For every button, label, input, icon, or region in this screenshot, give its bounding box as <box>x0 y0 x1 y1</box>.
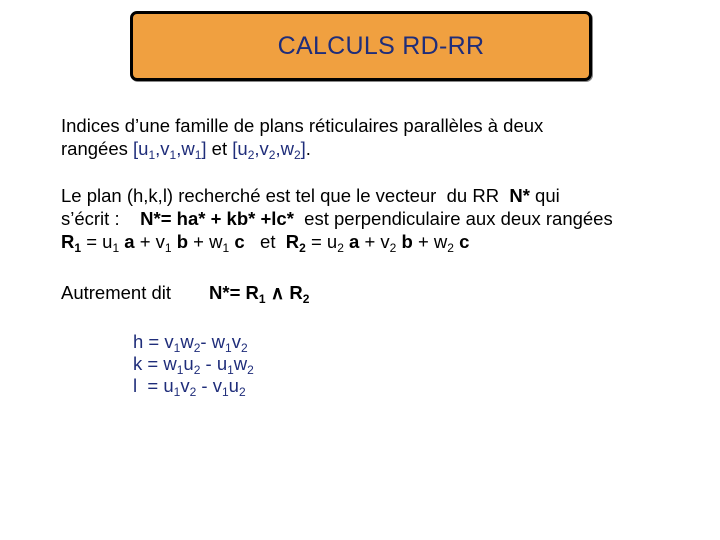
paragraph-indices-line-1: Indices d’une famille de plans réticulaires parallèles à deux <box>61 115 544 136</box>
row-1-indices: $[u_1,v_1,w_1]$ <box>133 138 207 162</box>
paragraph-plane-line-1: Le plan (h,k,l) recherché est tel que le vecteur du RR N* qui <box>61 185 560 206</box>
autrement-dit-label: Autrement dit <box>61 282 172 303</box>
paragraph-plane-line-3: $R_1 = u_1$ $a + v_1$ $b + w_1$ c et $R_2 = u_2$ $a + v_2$ $b + w_2$ c <box>61 231 470 255</box>
paragraph-indices-line-2: rangées $[u_1,v_1,w_1]$ et $[u_2,v_2,w_2]$. <box>61 138 311 162</box>
paragraph-cross-product <box>61 281 309 304</box>
title-box <box>130 11 592 81</box>
paragraph-plane-line-2: s’écrit : N*= ha* + kb* +lc* est perpendiculaire aux deux rangées <box>61 208 613 229</box>
paragraph-plane <box>61 184 613 253</box>
row-2-indices: $[u_2,v_2,w_2]$ <box>232 138 306 162</box>
index-equations <box>133 331 254 397</box>
cross-product-formula: $N*= R_1$ ∧ $R_2$ <box>209 282 310 306</box>
slide-title: CALCULS RD-RR <box>277 31 485 60</box>
equation-k: $k = w_1u_2 - u_1w_2$ <box>133 353 254 377</box>
equation-l: $l = u_1v_2 - v_1u_2$ <box>133 375 246 399</box>
equation-h: $h = v_1w_2-$ $w_1v_2$ <box>133 331 248 355</box>
paragraph-indices <box>61 114 543 160</box>
